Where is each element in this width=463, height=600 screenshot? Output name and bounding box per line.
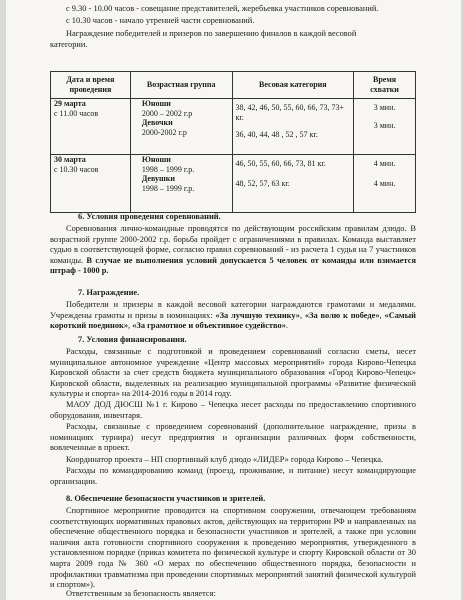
row-duration-cell: 4 мин. 4 мин. — [354, 155, 416, 213]
row-date-cell: 30 марта с 10.30 часов — [51, 155, 131, 213]
row-weight-cell: 46, 50, 55, 60, 66, 73, 81 кг. 48, 52, 57, 63 кг. — [232, 155, 354, 213]
section-7-finance-p1: Расходы, связанные с подготовкой и проведением соревнований согласно сметы, несет муниципальное автономное учреждение «Центр массовых мероприятий» города Кирово-Чепецка Кировской области за счет средств бюджета муниципального образования «Город Кирово-Чепецк» Кировской области, выделенных на реализацию муниципальной программы «Развитие физической культуры и спорта» на 2014-2016 годы в 2014 году. — [50, 347, 416, 399]
section-7-finance-p3: Расходы, связанные с проведением соревнований (дополнительное награждение, призы в номинациях турнира) несут предприятия и организации различных форм собственности, вовлеченные в проект. — [50, 422, 416, 453]
table-row — [51, 99, 416, 155]
section-8-responsible: Ответственным за безопасность является: — [66, 589, 216, 598]
section-7-finance-p4: Координатор проекта – НП спортивный клуб дзюдо «ЛИДЕР» города Кирово – Чепецка. — [66, 455, 384, 464]
section-8-paragraph: Спортивное мероприятие проводится на спортивном сооружении, отвечающем требованиям соответствующих нормативных правовых актов, действующих на территории РФ и направленных на обеспечение общественного порядка и безопасности участников и зрителей, а также при условии наличия акта готовности спортивного сооружения к проведению мероприятия, утвержденного в установленном порядке (приказ комитета по физической культуре и спорту Кировской области от 30 марта 2009 года № 360 «О мерах по обеспечению общественного порядка, безопасности и профилактики травматизма при проведении спортивных мероприятий занятий физической культурой и спортом»). — [50, 506, 416, 590]
section-7-awards-heading: 7. Награждение. — [78, 288, 140, 297]
header-time: Время схватки — [354, 72, 416, 99]
section-6-heading: 6. Условия проведения соревнований. — [78, 212, 221, 221]
row-weight-cell: 38, 42, 46, 50, 55, 60, 66, 73, 73+ кг. 36, 40, 44, 48 , 52 , 57 кг. — [232, 99, 354, 155]
table-header-row — [51, 72, 416, 99]
row-age-cell: Юноши 2000 – 2002 г.р Девочки 2000-2002 г.р — [130, 99, 232, 155]
table-row — [51, 155, 416, 213]
row-age-cell: Юноши 1998 – 1999 г.р. Девушки 1998 – 1999 г.р. — [130, 155, 232, 213]
section-6-paragraph: Соревнования лично-командные проводятся по действующим российским правилам дзюдо. В возрастной группе 2000-2002 г.р. борьба пройдет с ограничениями в правилах. Команда выставляет судью в соответствующей форме, согласно правил соревнований - из расчета 1 судья на 7 участников команды. В случае не выполнения условий допускается 5 человек от команды или взимается штраф - 1000 р. — [50, 224, 416, 276]
row-date-cell: 29 марта с 11.00 часов — [51, 99, 131, 155]
header-age: Возрастная группа — [130, 72, 232, 99]
intro-line-1: с 9.30 - 10.00 часов - совещание представителей, жеребьевка участников соревнований. — [66, 4, 379, 13]
row-duration-cell: 3 мин. 3 мин. — [354, 99, 416, 155]
section-7-finance-p2: МАОУ ДОД ДЮСШ №1 г. Кирово – Чепецка несет расходы по предоставлению спортивного оборудования, инвентаря. — [50, 400, 416, 420]
header-date: Дата и время проведения — [51, 72, 131, 99]
section-7-finance-p5: Расходы по командированию команд (проезд, проживание, и питание) несут командирующие организации. — [50, 466, 416, 486]
intro-line-3b: категории. — [50, 40, 88, 49]
header-weight: Весовая категория — [232, 72, 354, 99]
intro-line-2: с 10.30 часов - начало утренней части соревнований. — [66, 16, 255, 25]
intro-line-3a: Награждение победителей и призеров по завершению финалов в каждой весовой — [66, 29, 357, 38]
section-8-heading: 8. Обеспечение безопасности участников и зрителей. — [66, 494, 266, 503]
section-7-awards-paragraph: Победители и призеры в каждой весовой категории награждаются грамотами и медалями. Учреждены грамоты и призы в номинациях: «За лучшую технику», «За волю к победе», «Самый короткий поединок», «За грамотное и объективное судейство». — [50, 300, 416, 331]
schedule-table — [50, 71, 416, 213]
section-7-finance-heading: 7. Условия финансирования. — [78, 335, 187, 344]
document-page — [6, 0, 461, 600]
